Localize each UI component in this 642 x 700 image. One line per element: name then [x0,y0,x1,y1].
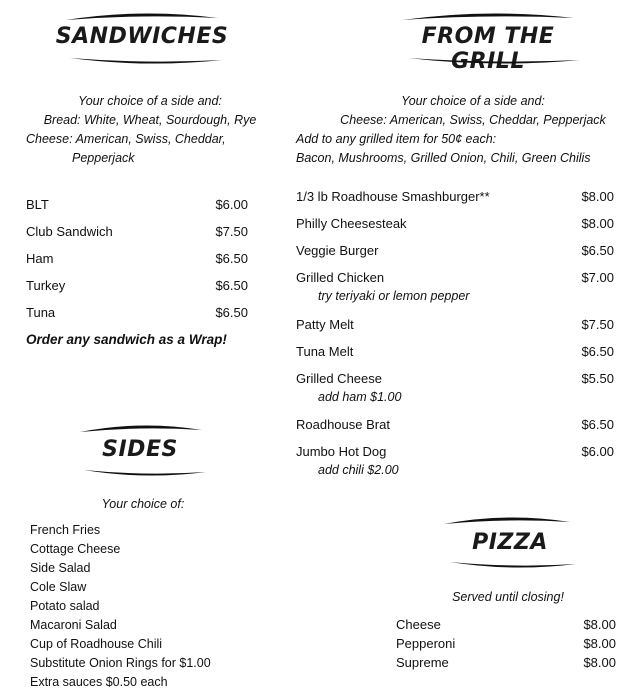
grill-item-note: try teriyaki or lemon pepper [318,289,470,303]
grill-item-price: $6.00 [581,444,614,459]
sides-heading: SIDES [102,437,178,462]
side-item: Cup of Roadhouse Chili [30,637,163,651]
side-item: Substitute Onion Rings for $1.00 [30,656,211,670]
grill-item-name: Jumbo Hot Dog [296,444,387,459]
grill-item-price: $8.00 [581,216,614,231]
sandwich-item-name: Turkey [26,278,66,293]
sandwiches-intro-line-2: Bread: White, Wheat, Sourdough, Rye [43,113,257,127]
grill-item-name: Veggie Burger [296,243,379,258]
side-item: Macaroni Salad [30,618,117,632]
sandwiches-heading-swash-top [62,10,222,24]
grill-item-price: $6.50 [581,417,614,432]
grill-intro-line-1: Your choice of a side and: [401,94,545,108]
sandwich-item-name: Club Sandwich [26,224,113,239]
grill-intro-line-2: Cheese: American, Swiss, Cheddar, Pepperjack [340,113,606,127]
pizza-item-price: $8.00 [583,617,616,632]
grill-item-name: Philly Cheesesteak [296,216,407,231]
grill-heading-swash-bottom [404,54,584,68]
grill-item-name: Patty Melt [296,317,354,332]
side-item: Cole Slaw [30,580,87,594]
sandwiches-heading-swash-bottom [66,54,226,68]
side-item: Cottage Cheese [30,542,121,556]
grill-intro-line-4: Bacon, Mushrooms, Grilled Onion, Chili, Green Chilis [296,151,591,165]
grill-intro-line-3: Add to any grilled item for 50¢ each: [296,132,497,146]
grill-item-name: Roadhouse Brat [296,417,390,432]
grill-item-name: 1/3 lb Roadhouse Smashburger** [296,189,490,204]
sandwiches-intro-line-1: Your choice of a side and: [78,94,222,108]
side-item: Potato salad [30,599,100,613]
sandwich-item-price: $6.50 [215,305,248,320]
sides-intro: Your choice of: [101,497,185,511]
sandwich-item-price: $6.50 [215,278,248,293]
grill-item-price: $7.50 [581,317,614,332]
grill-item-price: $5.50 [581,371,614,386]
side-item: Side Salad [30,561,91,575]
pizza-heading-swash-bottom [446,558,580,572]
sandwich-item-name: Tuna [26,305,56,320]
grill-item-name: Tuna Melt [296,344,354,359]
grill-item-note: add chili $2.00 [318,463,399,477]
sandwich-item-name: Ham [26,251,54,266]
pizza-heading-swash-top [440,514,574,528]
pizza-item-price: $8.00 [583,655,616,670]
sandwich-item-price: $6.00 [215,197,248,212]
grill-heading: FROM THE GRILL [421,24,555,74]
sandwich-item-price: $6.50 [215,251,248,266]
grill-item-name: Grilled Cheese [296,371,382,386]
sandwich-item-name: BLT [26,197,49,212]
sides-heading-swash-bottom [80,466,210,480]
wrap-note: Order any sandwich as a Wrap! [26,332,227,347]
pizza-item-name: Cheese [396,617,441,632]
side-item: Extra sauces $0.50 each [30,675,168,689]
pizza-item-name: Pepperoni [396,636,456,651]
sandwiches-heading: SANDWICHES [55,24,229,49]
sandwich-item-price: $7.50 [215,224,248,239]
sandwiches-intro-line-4: Pepperjack [72,151,135,165]
pizza-intro: Served until closing! [452,590,564,604]
grill-item-price: $6.50 [581,243,614,258]
grill-item-note: add ham $1.00 [318,390,402,404]
grill-item-price: $6.50 [581,344,614,359]
sides-heading-swash-top [76,422,206,436]
pizza-item-price: $8.00 [583,636,616,651]
grill-item-name: Grilled Chicken [296,270,385,285]
grill-heading-swash-top [398,10,578,24]
grill-item-price: $7.00 [581,270,614,285]
pizza-item-name: Supreme [396,655,449,670]
pizza-heading: PIZZA [472,530,548,555]
sandwiches-intro-line-3: Cheese: American, Swiss, Cheddar, [26,132,226,146]
side-item: French Fries [30,523,101,537]
grill-item-price: $8.00 [581,189,614,204]
